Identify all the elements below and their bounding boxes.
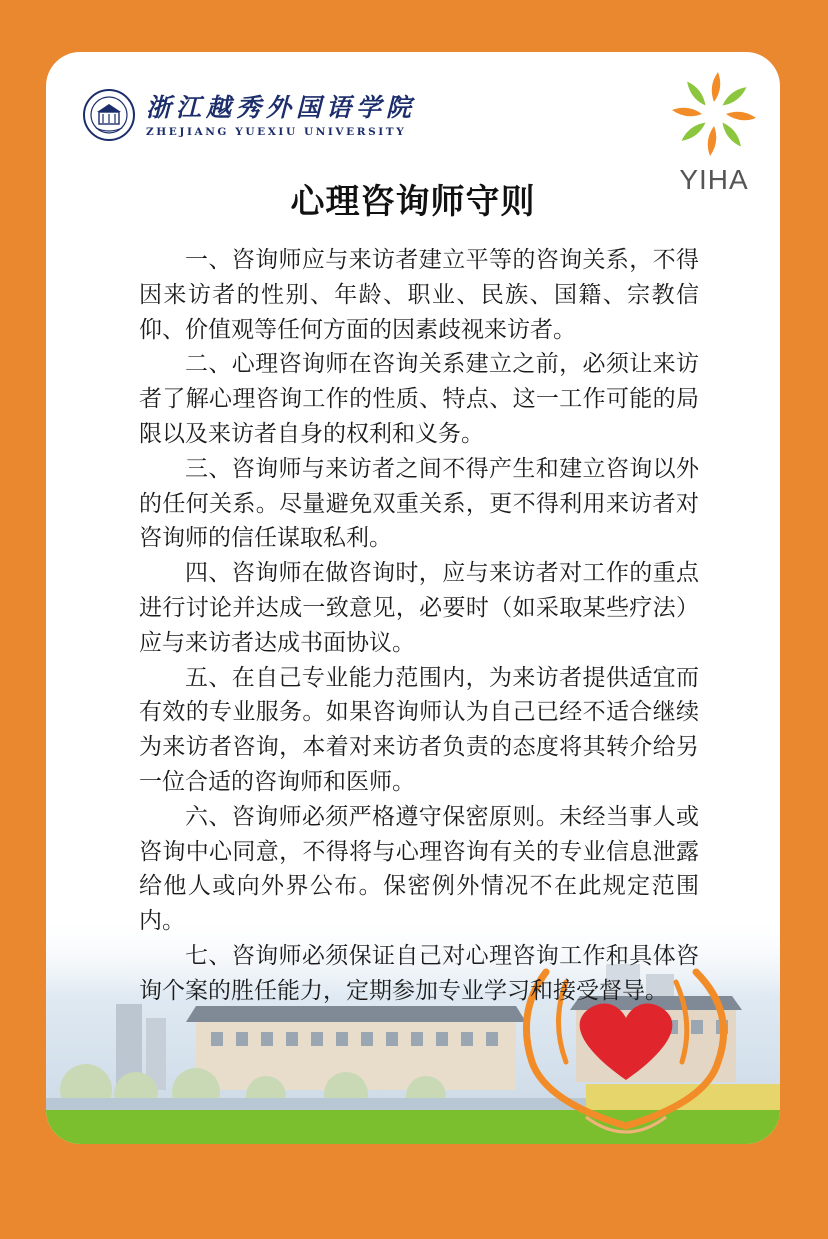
rule-paragraph-2: 二、心理咨询师在咨询关系建立之前，必须让来访者了解心理咨询工作的性质、特点、这一工作可能的局限以及来访者自身的权利和义务。 <box>139 351 699 447</box>
code-body <box>139 243 699 1009</box>
rule-paragraph-5: 五、在自己专业能力范围内，为来访者提供适宜而有效的专业服务。如果咨询师认为自己已经不适合继续为来访者咨询，本着对来访者负责的态度将其转介给另一位合适的咨询师和医师。 <box>139 664 699 795</box>
university-name-cn: 浙江越秀外国语学院 <box>146 93 417 122</box>
poster-card <box>46 52 780 1144</box>
rule-paragraph-6: 六、咨询师必须严格遵守保密原则。未经当事人或咨询中心同意，不得将与心理咨询有关的专业信息泄露给他人或向外界公布。保密例外情况不在此规定范围内。 <box>139 803 699 935</box>
university-logo <box>82 86 417 146</box>
rule-paragraph-7: 七、咨询师必须保证自己对心理咨询工作和具体咨询个案的胜任能力，定期参加专业学习和接受督导。 <box>139 942 699 1004</box>
university-name-en: ZHEJIANG YUEXIU UNIVERSITY <box>146 126 407 138</box>
rule-paragraph-4: 四、咨询师在做咨询时，应与来访者对工作的重点进行讨论并达成一致意见，必要时（如采取某些疗法）应与来访者达成书面协议。 <box>139 560 699 656</box>
document-title: 心理咨询师守则 <box>290 182 536 222</box>
rule-paragraph-3: 三、咨询师与来访者之间不得产生和建立咨询以外的任何关系。尽量避免双重关系，更不得利用来访者对咨询师的信任谋取私利。 <box>139 455 699 552</box>
yiha-flower-icon <box>664 64 764 164</box>
rule-paragraph-1: 一、咨询师应与来访者建立平等的咨询关系，不得因来访者的性别、年龄、职业、民族、国籍、宗教信仰、价值观等任何方面的因素歧视来访者。 <box>139 247 699 343</box>
university-seal-icon <box>82 88 136 142</box>
yiha-logo-text: YIHA <box>679 164 749 195</box>
